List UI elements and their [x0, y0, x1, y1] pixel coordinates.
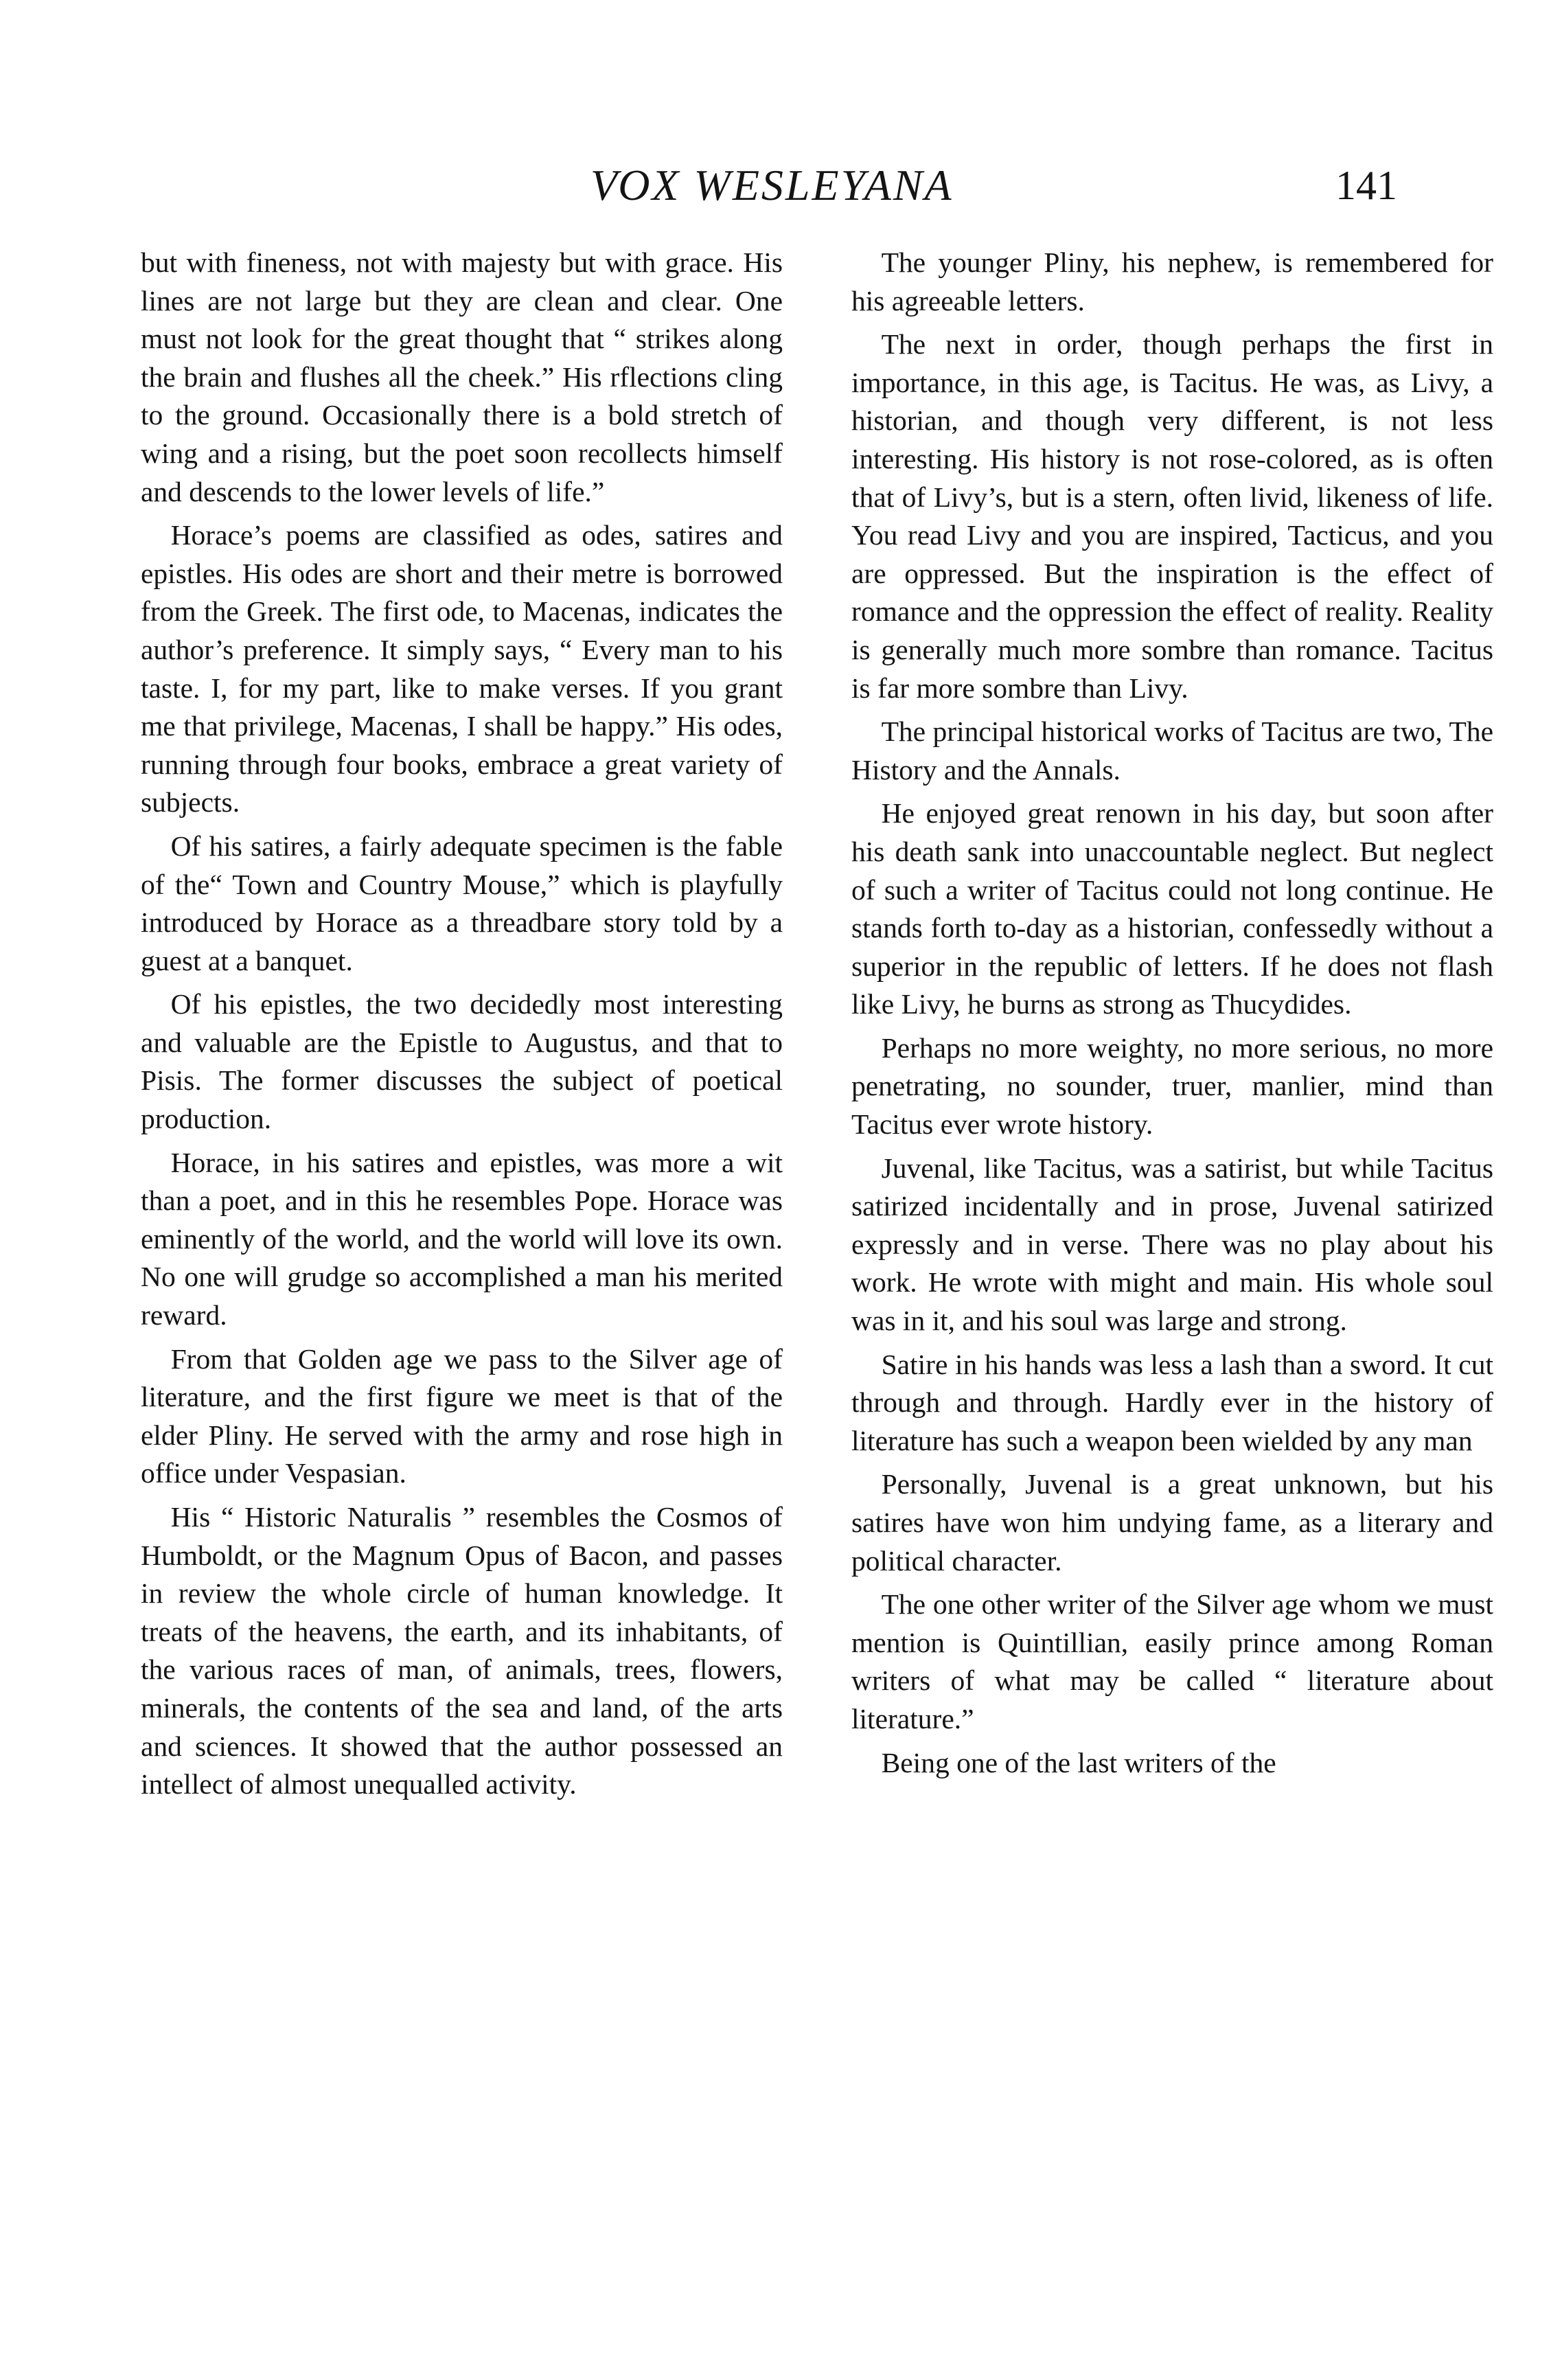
paragraph: Horace’s poems are classified as odes, satires and epistles. His odes are short and their metre is borrowed from the Greek. The first ode, to Macenas, indicates the author’s preference. It simply says, “ Every man to his taste. I, for my part, like to make verses. If you grant me that privilege, Macenas, I shall be happy.” His odes, running through four books, embrace a great variety of subjects.	[141, 519, 783, 819]
paragraph: Satire in his hands was less a lash than a sword. It cut through and through. Hardly ever in the history of literature has such a weapon been wielded by any man	[851, 1348, 1493, 1456]
paragraph: Personally, Juvenal is a great unknown, but his satires have won him undying fame, as a literary and political character.	[851, 1468, 1493, 1577]
paragraph: From that Golden age we pass to the Silver age of literature, and the first figure we meet is that of the elder Pliny. He served with the army and rose high in office under Vespasian.	[141, 1342, 783, 1489]
paragraph: Of his satires, a fairly adequate specimen is the fable of the“ Town and Country Mouse,” which is playfully introduced by Horace as a threadbare story told by a guest at a banquet.	[141, 829, 783, 976]
journal-title: VOX WESLEYANA	[590, 161, 954, 209]
page-number: 141	[1335, 163, 1397, 208]
paragraph: Horace, in his satires and epistles, was more a wit than a poet, and in this he resembles Pope. Horace was eminently of the world, and the world will love its own. No one will grudge so accomplished a man his merited reward.	[141, 1146, 783, 1331]
paragraph: Juvenal, like Tacitus, was a satirist, but while Tacitus satirized incidentally and in prose, Juvenal satirized expressly and in verse. There was no play about his work. He wrote with might and main. His whole soul was in it, and his soul was large and strong.	[851, 1152, 1493, 1337]
paragraph: The next in order, though perhaps the first in importance, in this age, is Tacitus. He was, as Livy, a historian, and though very different, is not less interesting. His history is not rose-colored, as is often that of Livy’s, but is a stern, often livid, likeness of life. You read Livy and you are inspired, Tacticus, and you are oppressed. But the inspiration is the effect of romance and the oppression the effect of reality. Reality is generally much more sombre than romance. Tacitus is far more sombre than Livy.	[851, 328, 1493, 704]
paragraph: Being one of the last writers of the	[881, 1746, 1276, 1778]
running-header	[0, 155, 1562, 216]
paragraph: Perhaps no more weighty, no more serious, no more penetrating, no sounder, truer, manlier, mind than Tacitus ever wrote history.	[851, 1031, 1493, 1141]
left-column	[141, 244, 783, 1809]
paragraph: The principal historical works of Tacitus are two, The History and the Annals.	[851, 716, 1493, 786]
paragraph: The younger Pliny, his nephew, is remembered for his agreeable letters.	[851, 247, 1493, 317]
right-column	[851, 244, 1493, 1787]
paragraph: He enjoyed great renown in his day, but soon after his death sank into unaccountable neglect. But neglect of such a writer of Tacitus could not long continue. He stands forth to-day as a historian, confessedly without a superior in the republic of letters. If he does not flash like Livy, he burns as strong as Thucydides.	[851, 797, 1493, 1020]
paragraph: but with fineness, not with majesty but with grace. His lines are not large but they are clean and clear. One must not look for the great thought that “ strikes along the brain and flushes all the cheek.” His rflections cling to the ground. Occasionally there is a bold stretch of wing and a rising, but the poet soon recollects himself and descends to the lower levels of life.”	[141, 247, 783, 507]
paragraph: The one other writer of the Silver age whom we must mention is Quintillian, easily prince among Roman writers of what may be called “ literature about literature.”	[851, 1588, 1493, 1735]
paragraph: Of his epistles, the two decidedly most interesting and valuable are the Epistle to Augustus, and that to Pisis. The former discusses the subject of poetical production.	[141, 988, 783, 1135]
paragraph: His “ Historic Naturalis ” resembles the Cosmos of Humboldt, or the Magnum Opus of Bacon, and passes in review the whole circle of human knowledge. It treats of the heavens, the earth, and its inhabitants, of the various races of man, of animals, trees, flowers, minerals, the contents of the sea and land, of the arts and sciences. It showed that the author possessed an intellect of almost unequalled activity.	[141, 1501, 783, 1800]
